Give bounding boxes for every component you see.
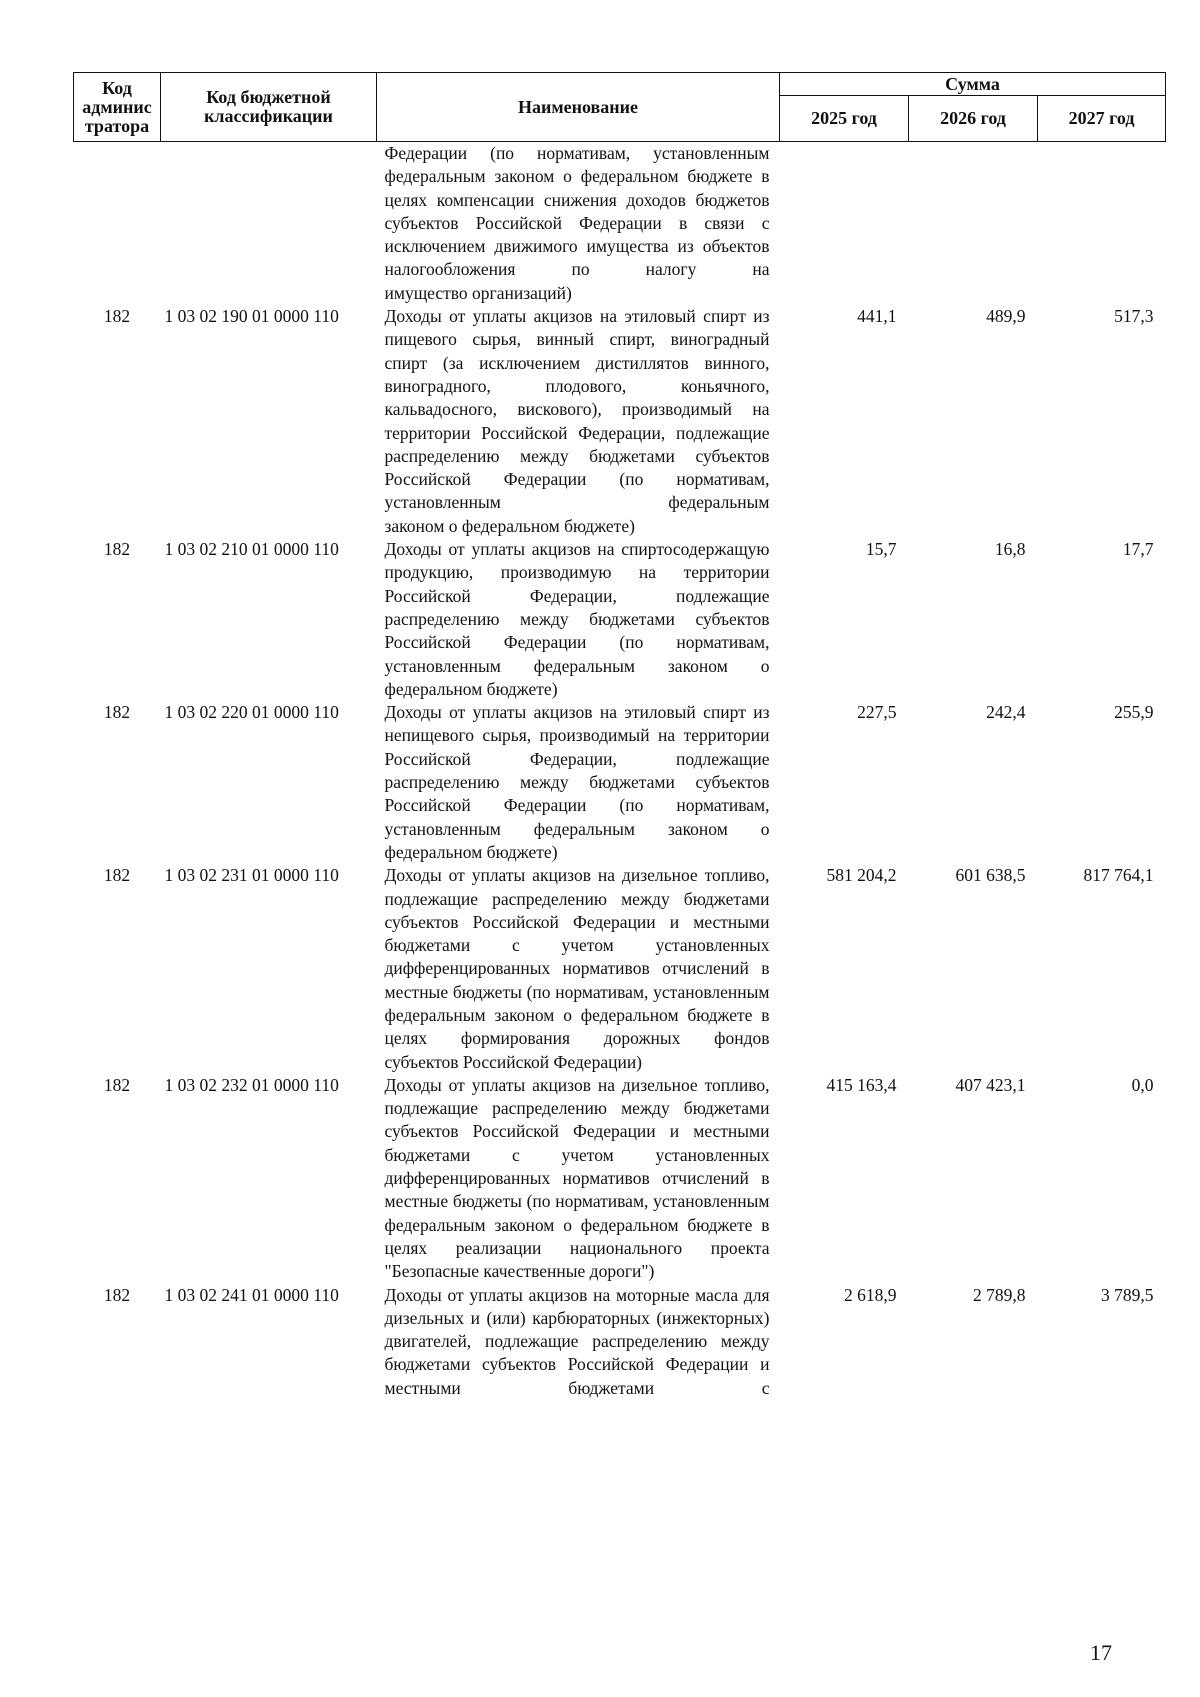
table-row [74, 305, 1166, 538]
admin-code-cell: 182 [103, 1284, 131, 1305]
header-year-2027: 2027 год [1038, 96, 1166, 142]
amount-2025-cell: 415 163,4 [826, 1074, 897, 1095]
budget-code-cell: 1 03 02 231 01 0000 110 [164, 865, 339, 886]
admin-code-cell: 182 [103, 702, 131, 723]
name-cell: Доходы от уплаты акцизов на моторные масла для дизельных и (или) карбюраторных (инжекторных) двигателей, подлежащие распределению между бюджетами субъектов Российской Федерации и местными бюджетами с [384, 1284, 770, 1398]
page-number: 17 [1090, 1640, 1112, 1665]
admin-code-cell: 182 [103, 865, 131, 886]
admin-code-cell: 182 [103, 539, 131, 560]
name-cell: Доходы от уплаты акцизов на спиртосодержащую продукцию, производимую на территории Российской Федерации, подлежащие распределению между бюджетами субъектов Российской Федерации (по нормативам, установленным федеральным законом о федеральном бюджете) [384, 539, 770, 699]
admin-code-cell: 182 [103, 1074, 131, 1095]
header-budget-code: Код бюджетной классификации [161, 73, 377, 142]
amount-2026-cell: 601 638,5 [955, 865, 1026, 886]
amount-2026-cell: 2 789,8 [973, 1284, 1026, 1305]
amount-2026-cell: 489,9 [986, 306, 1026, 327]
header-sum: Сумма [780, 73, 1166, 96]
table-row [74, 701, 1166, 864]
header-admin-code: Код админис тратора [74, 73, 161, 142]
amount-2027-cell: 0,0 [1131, 1074, 1154, 1095]
amount-2025-cell: 2 618,9 [844, 1284, 897, 1305]
budget-code-cell: 1 03 02 210 01 0000 110 [164, 539, 339, 560]
table-row [74, 864, 1166, 1074]
budget-code-cell: 1 03 02 190 01 0000 110 [164, 306, 339, 327]
table-row [74, 1074, 1166, 1284]
table-row [74, 538, 1166, 701]
budget-code-cell: 1 03 02 232 01 0000 110 [164, 1074, 339, 1095]
budget-code-cell: 1 03 02 220 01 0000 110 [164, 702, 339, 723]
table-row-continuation [74, 142, 1166, 306]
amount-2027-cell: 17,7 [1122, 539, 1154, 560]
name-cell: Доходы от уплаты акцизов на этиловый спирт из непищевого сырья, производимый на территории Российской Федерации, подлежащие распределению между бюджетами субъектов Российской Федерации (по нормативам, установленным федеральным законом о федеральном бюджете) [384, 702, 770, 862]
amount-2026-cell: 16,8 [994, 539, 1026, 560]
admin-code-cell: 182 [103, 306, 131, 327]
amount-2027-cell: 817 764,1 [1083, 865, 1154, 886]
budget-code-cell: 1 03 02 241 01 0000 110 [164, 1284, 339, 1305]
table-row [74, 1284, 1166, 1400]
amount-2027-cell: 3 789,5 [1101, 1284, 1154, 1305]
budget-revenue-table [73, 72, 1166, 1400]
name-cell: Доходы от уплаты акцизов на этиловый спирт из пищевого сырья, винный спирт, виноградный спирт (за исключением дистиллятов винного, виноградного, плодового, коньячного, кальвадосного, вискового), производимый на территории Российской Федерации, подлежащие распределению между бюджетами субъектов Российской Федерации (по нормативам, установленным федеральным законом о федеральном бюджете) [384, 306, 770, 536]
amount-2025-cell: 227,5 [857, 702, 897, 723]
header-name: Наименование [377, 73, 780, 142]
name-cell: Доходы от уплаты акцизов на дизельное топливо, подлежащие распределению между бюджетами субъектов Российской Федерации и местными бюджетами с учетом установленных дифференцированных нормативов отчислений в местные бюджеты (по нормативам, установленным федеральным законом о федеральном бюджете в целях формирования дорожных фондов субъектов Российской Федерации) [384, 865, 770, 1072]
continuation-name-cell: Федерации (по нормативам, установленным федеральным законом о федеральном бюджете в целях компенсации снижения доходов бюджетов субъектов Российской Федерации в связи с исключением движимого имущества из объектов налогообложения по налогу на имущество организаций) [384, 143, 770, 303]
amount-2027-cell: 517,3 [1114, 306, 1154, 327]
amount-2025-cell: 441,1 [857, 306, 897, 327]
header-year-2026: 2026 год [909, 96, 1038, 142]
header-year-2025: 2025 год [780, 96, 909, 142]
amount-2025-cell: 581 204,2 [826, 865, 897, 886]
name-cell: Доходы от уплаты акцизов на дизельное топливо, подлежащие распределению между бюджетами субъектов Российской Федерации и местными бюджетами с учетом установленных дифференцированных нормативов отчислений в местные бюджеты (по нормативам, установленным федеральным законом о федеральном бюджете в целях реализации национального проекта "Безопасные качественные дороги") [384, 1074, 770, 1282]
table-body [74, 142, 1166, 1401]
amount-2026-cell: 242,4 [986, 702, 1026, 723]
amount-2027-cell: 255,9 [1114, 702, 1154, 723]
amount-2025-cell: 15,7 [865, 539, 897, 560]
amount-2026-cell: 407 423,1 [955, 1074, 1026, 1095]
